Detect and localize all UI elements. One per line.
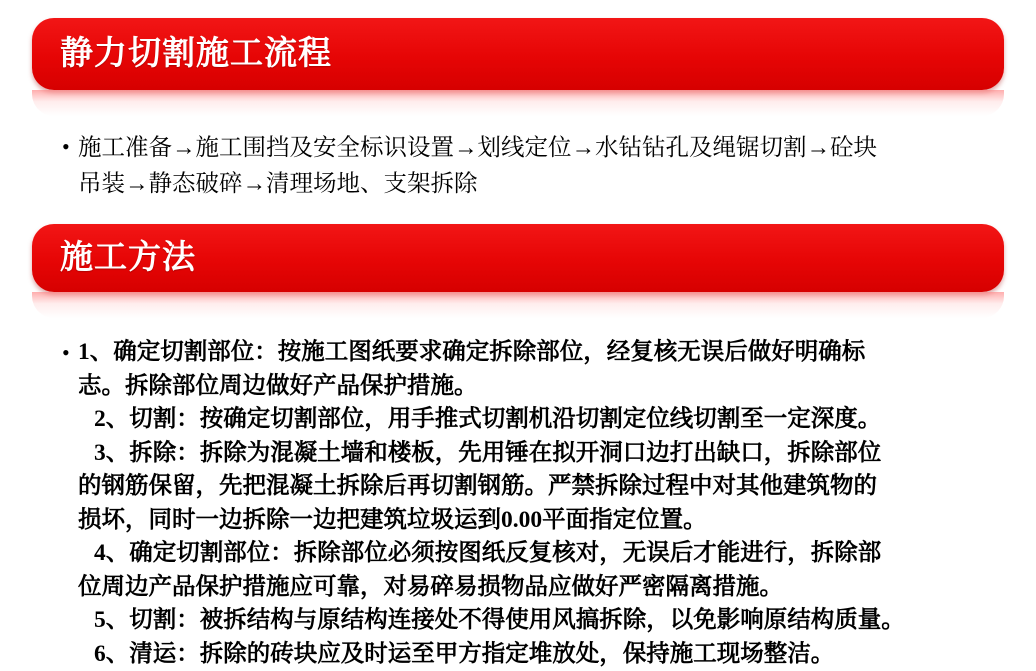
method-line-7: 4、确定切割部位：拆除部位必须按图纸反复核对，无误后才能进行，拆除部 [78,537,1004,571]
section-banner-process [32,18,1004,90]
method-line-3: 2、切割：按确定切割部位，用手推式切割机沿切割定位线切割至一定深度。 [78,403,1004,437]
section-banner-method [32,224,1004,292]
banner-reflection-process [32,90,1004,116]
process-line-1: 施工准备→施工围挡及安全标识设置→划线定位→水钻钻孔及绳锯切割→砼块 [78,130,1000,166]
method-line-4: 3、拆除：拆除为混凝土墙和楼板，先用锤在拟开洞口边打出缺口，拆除部位 [78,437,1004,471]
section-title-process: 静力切割施工流程 [32,36,332,72]
section-title-method: 施工方法 [32,240,196,276]
method-line-9: 5、切割：被拆结构与原结构连接处不得使用风搞拆除，以免影响原结构质量。 [78,604,1004,638]
bullet-marker-icon-method: • [62,336,78,370]
method-line-6: 损坏，同时一边拆除一边把建筑垃圾运到0.00平面指定位置。 [78,504,1004,538]
method-line-5: 的钢筋保留，先把混凝土拆除后再切割钢筋。严禁拆除过程中对其他建筑物的 [78,470,1004,504]
method-line-10: 6、清运：拆除的砖块应及时运至甲方指定堆放处，保持施工现场整洁。 [78,638,1004,671]
bullet-marker-icon: • [62,130,78,164]
method-line-8: 位周边产品保护措施应可靠，对易碎易损物品应做好严密隔离措施。 [78,571,1004,605]
banner-reflection-method [32,292,1004,318]
method-line-2: 志。拆除部位周边做好产品保护措施。 [78,370,1004,404]
method-paragraph [78,336,1004,671]
method-bullet-block [62,336,1008,671]
process-bullet-block [62,130,1006,202]
process-line-2: 吊装→静态破碎→清理场地、支架拆除 [78,166,1000,202]
method-line-1: 1、确定切割部位：按施工图纸要求确定拆除部位，经复核无误后做好明确标 [78,336,1004,370]
process-paragraph [78,130,1000,202]
